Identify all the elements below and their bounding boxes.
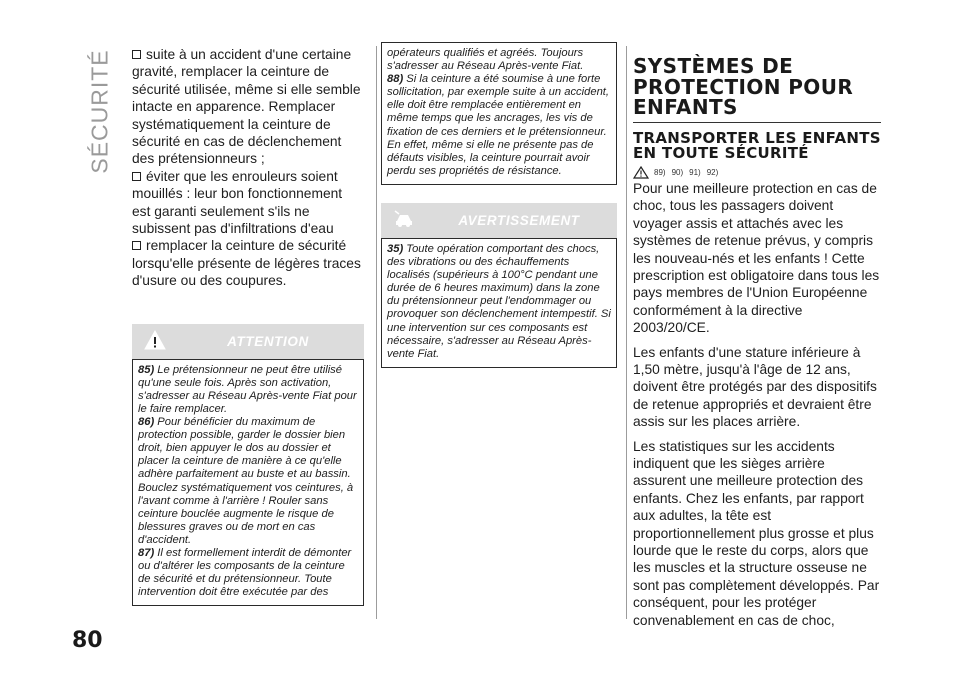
heading-rule [633,122,881,123]
reference-row [633,166,881,179]
subsection-heading: TRANSPORTER LES ENFANTS EN TOUTE SÉCURITÉ [633,128,881,163]
note-88: 88) Si la ceinture a été soumise à une forte sollicitation, par exemple suite à un accident, elle doit être remplacée entièrement en même temps que les ancrages, les vis de fixation de ces derniers et le prétensionneur. En effet, même si elle ne présente pas de défauts visibles, la ceinture pourrait avoir perdu ses propriétés de résistance. [387,73,610,177]
section-heading: SYSTÈMES DE PROTECTION POUR ENFANTS [633,54,854,119]
attention-box [132,324,364,607]
bullet-item: éviter que les enrouleurs soient mouillés : leur bon fonctionnement est garanti seulement s'ils ne subissent pas d'infiltrations d'eau [132,168,343,237]
section-side-tab [80,48,120,174]
warning-reference-icon [633,166,649,179]
bullet-item: remplacer la ceinture de sécurité lorsqu'elle présente de légères traces d'usure ou des coupures. [132,238,361,289]
page-number: 80 [72,628,103,653]
bullet-item: suite à un accident d'une certaine gravité, remplacer la ceinture de sécurité utilisée, même si elle semble intacte en apparence. Remplacer systématiquement la ceinture de sécurité en cas de déclenchement des prétensionneurs ; [132,47,361,167]
reference-number: 90) [671,167,684,177]
column-2 [381,42,617,368]
column-divider-1 [376,46,377,619]
paragraph: Pour une meilleure protection en cas de choc, tous les passagers doivent voyager assis et attachés avec les systèmes de retenue prévus, y compris les nouveau-nés et les enfants ! Cette prescription est obligatoire dans tous les pays membres de l'Union Européenne conformément à la directive 2003/20/CE. [633,180,880,336]
column-3 [633,44,881,629]
note-87: 87) Il est formellement interdit de démonter ou d'altérer les composants de la ceinture de sécurité et du prétensionneur. Toute intervention doit être exécutée par des [138,547,352,599]
reference-number: 89) [654,167,666,177]
reference-number: 91) [689,167,701,177]
warning-notes [381,238,617,368]
attention-title: ATTENTION [227,333,309,349]
checkbox-square-icon [132,50,141,59]
attention-header [132,324,364,359]
section-side-tab-label: SÉCURITÉ [86,48,113,174]
note-35: 35) Toute opération comportant des chocs, des vibrations ou des échauffements localisés (supérieurs à 100°C pendant une durée de 6 heures maximum) dans la zone du prétensionneur peut l'endommager ou provoquer son déclenchement intempestif. Si une intervention sur ces composants est nécessaire, s'adresser au Réseau Après-vente Fiat. [387,242,611,360]
attention-notes [132,359,364,607]
column-1 [132,46,364,606]
warning-header [381,203,617,238]
attention-notes-continued [381,42,617,185]
warning-box [381,203,617,368]
checkbox-square-icon [132,172,141,181]
paragraph: Les enfants d'une stature inférieure à 1,50 mètre, jusqu'à l'âge de 12 ans, doivent être protégés par des dispositifs de retenue appropriés et devraient être assis sur les places arrière. [633,344,877,430]
note-87-continued: opérateurs qualifiés et agréés. Toujours s'adresser au Réseau Après-vente Fiat. [387,47,584,73]
column-divider-2 [626,46,627,619]
paragraph: Les statistiques sur les accidents indiquent que les sièges arrière assurent une meilleure protection des enfants. Chez les enfants, par rapport aux adultes, la tête est proportionnellement plus grosse et plus lourde que le reste du corps, alors que les muscles et la structure osseuse ne sont pas complètement développés. Par conséquent, pour les protéger convenablement en cas de choc, [633,438,880,628]
note-86: 86) Pour bénéficier du maximum de protection possible, garder le dossier bien droit, bien appuyer le dos au dossier et placer la ceinture de manière à ce qu'elle adhère parfaitement au buste et au bassin. Bouclez systématiquement vos ceintures, à l'avant comme à l'arrière ! Rouler sans ceinture bouclée augmente le risque de blessures graves ou de mort en cas d'accident. [138,416,354,546]
checkbox-square-icon [132,241,141,250]
warning-title: AVERTISSEMENT [458,212,580,228]
note-85: 85) Le prétensionneur ne peut être utilisé qu'une seule fois. Après son activation, s'adresser au Réseau Après-vente Fiat pour le faire remplacer. [138,363,357,415]
reference-number: 92) [706,167,719,177]
